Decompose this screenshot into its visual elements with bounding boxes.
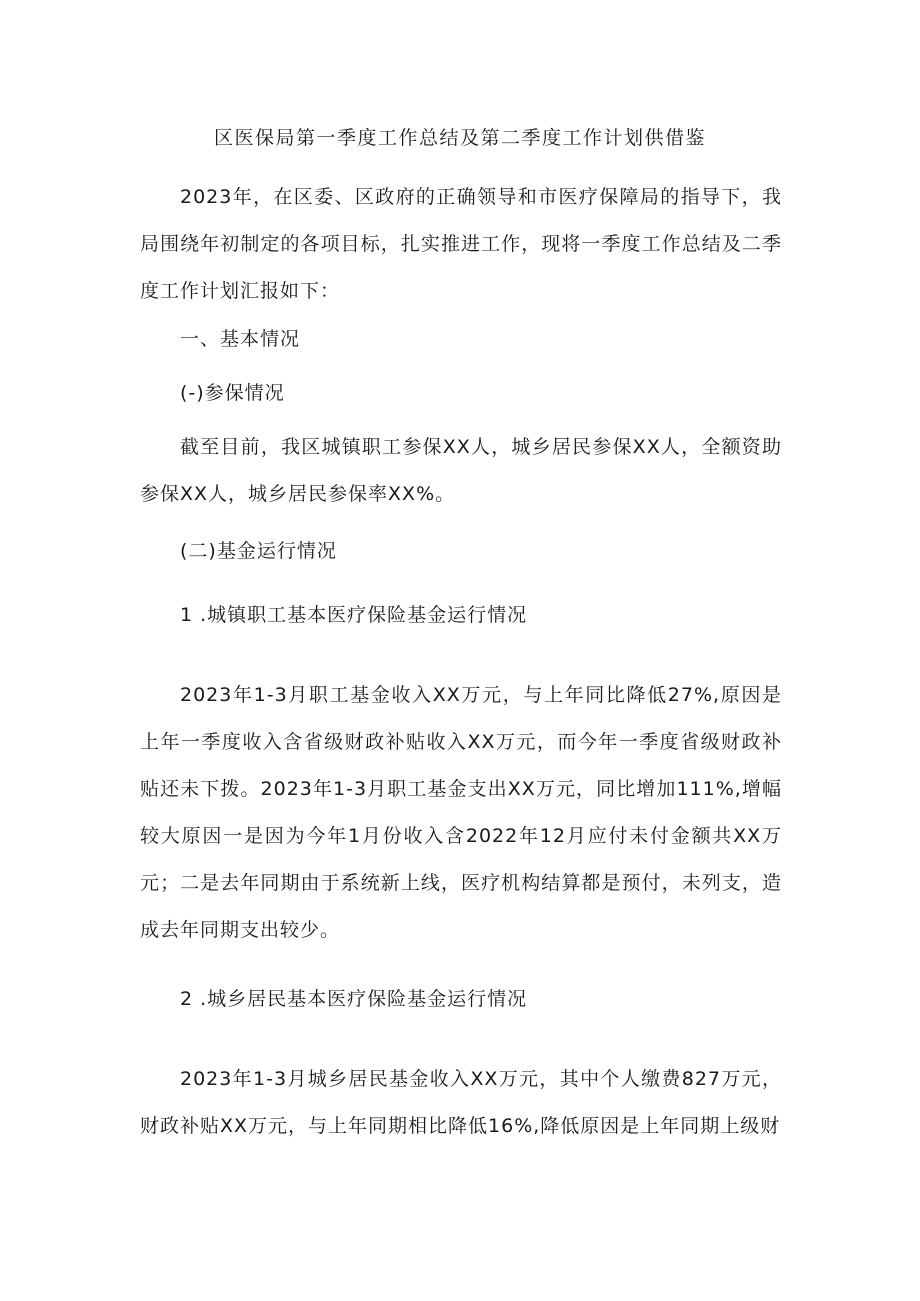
resident-fund-paragraph: 2023年1-3月城乡居民基金收入XX万元，其中个人缴费827万元，财政补贴XX万元，与上年同期相比降低16%,降低原因是上年同期上级财 [140, 1068, 782, 1137]
document-title: 区医保局第一季度工作总结及第二季度工作计划供借鉴 [213, 127, 706, 149]
subsection-heading-fund: (二)基金运行情况 [180, 540, 337, 562]
enrollment-paragraph: 截至目前，我区城镇职工参保XX人，城乡居民参保XX人，全额资助参保XX人，城乡居民参保率XX%。 [140, 436, 782, 505]
item-heading-resident-fund: 2 .城乡居民基本医疗保险基金运行情况 [180, 988, 528, 1010]
item-heading-employee-fund: 1 .城镇职工基本医疗保险基金运行情况 [180, 604, 528, 626]
section-heading-basic: 一、基本情况 [180, 328, 301, 350]
intro-paragraph: 2023年，在区委、区政府的正确领导和市医疗保障局的指导下，我局围绕年初制定的各项目标，扎实推进工作，现将一季度工作总结及二季度工作计划汇报如下： [140, 186, 782, 302]
employee-fund-paragraph: 2023年1-3月职工基金收入XX万元，与上年同比降低27%,原因是上年一季度收入含省级财政补贴收入XX万元，而今年一季度省级财政补贴还未下拨。2023年1-3月职工基金支出XX万元，同比增加111%,增幅较大原因一是因为今年1月份收入含2022年12月应付未付金额共XX万元；二是去年同期由于系统新上线，医疗机构结算都是预付，未列支，造成去年同期支出较少。 [140, 684, 782, 941]
subsection-heading-enrollment: (-)参保情况 [180, 382, 285, 404]
